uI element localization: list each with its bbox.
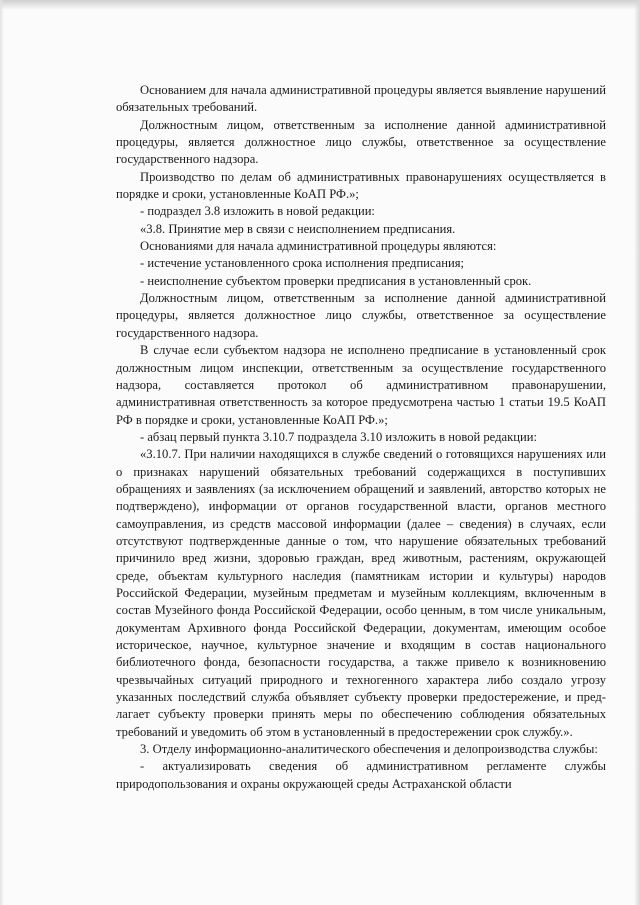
paragraph: Должностным лицом, ответственным за исполнение данной административной процедуры, является должностное лицо службы, ответственное за осуществление государственного надзора. [116, 291, 606, 340]
paragraph: «3.8. Принятие мер в связи с неисполнением предписания. [140, 221, 456, 236]
document-body [116, 82, 606, 793]
paragraph: - истечение установленного срока исполнения предписания; [140, 256, 465, 271]
paragraph: - абзац первый пункта 3.10.7 подраздела 3.10 изложить в новой редакции: [140, 429, 537, 444]
paragraph: - неисполнение субъектом проверки предписания в установленный срок. [140, 273, 532, 288]
paragraph: Производство по делам об административных правонарушениях осуществляется в порядке и сроки, установленные КоАП РФ.»; [116, 169, 606, 202]
paragraph: - актуализировать сведения об административном регламенте службы природопользования и охраны окружающей среды Астраханской области [116, 759, 606, 791]
paragraph: 3. Отделу информационно-аналитического обеспечения и делопроизводства службы: [140, 742, 598, 757]
scan-shadow-right [634, 0, 640, 905]
scan-shadow-left [0, 0, 4, 905]
paragraph: - подраздел 3.8 изложить в новой редакции: [140, 204, 375, 219]
paragraph: Должностным лицом, ответственным за исполнение данной административной процедуры, является должностное лицо службы, ответственное за осуществление государственного надзора. [116, 117, 606, 167]
paragraph: «3.10.7. При наличии находящихся в службе сведений о готовящихся нарушениях или о признаках нарушений обязательных требований содержащихся в поступивших обращениях и заявлениях (за исключением обращений и заявлений, авторство которых не подтверждено), информации от органов государственной власти, органов местного самоуправления, из средств массовой информации (далее – сведения) в случаях, если отсутствуют подтвержденные данные о том, что нарушение обязательных требований причинило вред жизни, здоровью граждан, вред животным, растениям, окружающей среде, объектам культурного наследия (памятникам истории и культуры) народов Российской Федерации, музейным предметам и музейным коллекциям, включенным в состав Музейного фонда Российской Федерации, особо ценным, в том числе уникальным, документам Архивного фонда Российской Федерации, документам, имеющим особое историческое, научное, культурное значение и входящим в состав национального библиотечного фонда, безопасности государства, а также привело к возникновению чрезвычайных ситуаций природного и техногенного характера либо создало угрозу указанных последствий служба объявляет субъекту проверки предостережение, и предлагает субъекту проверки принять меры по обеспечению соблюдения обязательных требований и уведомить об этом в установленный в предостережении срок службу.». [116, 447, 606, 739]
scan-shadow-top [0, 0, 640, 10]
paragraph: Основаниями для начала административной процедуры являются: [140, 239, 497, 254]
paragraph: Основанием для начала административной процедуры является выявление нарушений обязательных требований. [116, 83, 606, 115]
paragraph: В случае если субъектом надзора не исполнено предписание в установленный срок должностным лицом инспекции, ответственным за осуществление государственного надзора, составляется протокол об административном правонарушении, административная ответственность за которое предусмотрена частью 1 статьи 19.5 КоАП РФ в порядке и сроки, установленные КоАП РФ.»; [116, 343, 606, 427]
